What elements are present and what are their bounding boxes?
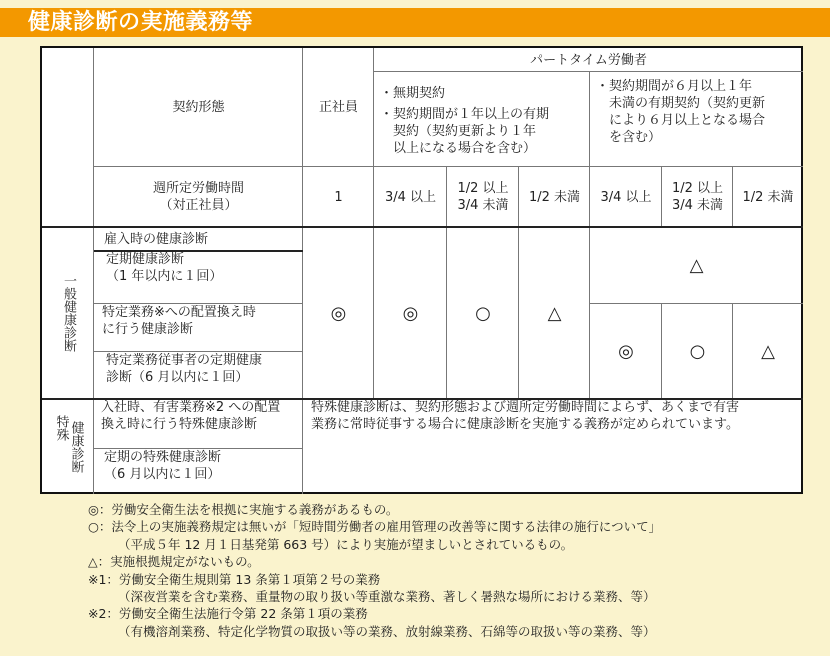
row-label: 特定業務※への配置換え時: [102, 305, 256, 320]
special-description: [303, 399, 803, 494]
hours-col-text: 3/4 以上: [600, 189, 652, 205]
mark-b-34: [590, 304, 662, 399]
general-row-periodic: [94, 251, 303, 304]
divider: [94, 250, 303, 252]
row-label: 定期の特殊健康診断: [104, 450, 222, 465]
regular-hours-value: [303, 167, 374, 227]
contract-type-label: 契約形態: [172, 100, 225, 115]
general-row-specific-worker: [94, 352, 303, 399]
contract-type-header: [94, 48, 303, 167]
double-circle-icon: ◎: [618, 341, 634, 362]
general-row-reassignment: [94, 304, 303, 352]
divider: [93, 48, 94, 494]
special-row-hazard: [94, 399, 303, 449]
divider: [732, 167, 733, 227]
circle-icon: ○: [689, 341, 706, 362]
part-time-header: [374, 48, 803, 72]
divider: [661, 167, 662, 227]
weekly-hours-header: [94, 167, 303, 227]
mark-b-upper: [590, 227, 803, 304]
divider: [446, 167, 447, 399]
triangle-icon: △: [547, 302, 562, 324]
group-b-line: を含む）: [596, 130, 662, 145]
divider: [518, 167, 519, 399]
row-label: 換え時に行う特殊健康診断: [101, 417, 258, 432]
special-group-text: 特殊: [53, 415, 69, 441]
page-title: 健康診断の実施義務等: [28, 10, 254, 35]
group-b-line: 未満の有期契約（契約更新: [596, 96, 766, 111]
regular-employee-label: 正社員: [318, 100, 358, 115]
hours-col: [590, 167, 662, 227]
legend-notes: [88, 501, 661, 640]
note-footnote-2: ※2：労働安全衛生法施行令第 22 条第１項の業務: [88, 606, 368, 622]
row-label: （1 年以内に１回）: [106, 269, 223, 284]
hours-col: [374, 167, 447, 227]
hours-col: [519, 167, 590, 227]
note-circle-cont: （平成５年 12 月１日基発第 663 号）により実施が望ましいとされているもの。: [118, 536, 574, 552]
regular-employee-header: [303, 48, 374, 167]
row-label: に行う健康診断: [102, 322, 194, 337]
divider: [374, 71, 803, 72]
note-triangle: △：実施根拠規定がないもの。: [88, 554, 260, 570]
divider: [589, 72, 590, 399]
mark-a-lt12: [519, 227, 590, 399]
divider: [94, 351, 303, 352]
divider: [373, 48, 374, 399]
general-group-text: 一般健康診断: [61, 274, 76, 352]
special-group-label: [42, 399, 94, 494]
double-circle-icon: ◎: [330, 302, 347, 324]
row-label: （6 月以内に１回）: [104, 467, 221, 482]
hours-col: [447, 167, 519, 227]
divider: [42, 398, 803, 400]
hours-col-text: 1/2 以上: [457, 181, 509, 196]
circle-icon: ○: [475, 302, 491, 324]
hours-col-text: 1/2 未満: [528, 189, 581, 205]
mark-a-34: [374, 227, 447, 399]
hours-col: [733, 167, 803, 227]
row-label: 特定業務従事者の定期健康: [106, 353, 263, 368]
double-circle-icon: ◎: [402, 302, 419, 324]
weekly-hours-label: 週所定労働時間: [152, 181, 244, 196]
weekly-hours-sublabel: （対正社員）: [159, 198, 238, 213]
divider: [661, 304, 662, 399]
mark-b-lt12: [733, 304, 803, 399]
divider: [94, 448, 303, 449]
group-b-line: により６月以上となる場合: [596, 113, 766, 128]
divider: [42, 226, 803, 228]
divider: [732, 304, 733, 399]
general-group-label: [42, 227, 94, 399]
group-b-line: ・契約期間が６月以上１年: [596, 79, 753, 94]
divider: [94, 166, 803, 167]
note-circle: ○：法令上の実施義務規定は無いが「短時間労働者の雇用管理の改善等に関する法律の施行について」: [88, 519, 662, 535]
row-label: 診断（6 月以内に１回）: [106, 370, 249, 385]
note-double-circle: ◎：労働安全衛生法を根拠に実施する義務があるもの。: [88, 502, 399, 517]
contract-group-b: [590, 72, 803, 167]
group-a-line: ・無期契約: [380, 85, 446, 101]
hours-col-text: 1/2 未満: [742, 189, 794, 205]
contract-group-a: [374, 72, 590, 167]
divider: [590, 303, 803, 304]
group-a-line: 契約（契約更新より１年: [380, 123, 537, 139]
mark-regular: [303, 227, 374, 399]
health-check-table: [40, 46, 803, 494]
regular-hours-text: 1: [334, 189, 343, 205]
row-label: 入社時、有害業務※2 への配置: [101, 400, 281, 415]
group-a-line: 以上になる場合を含む）: [380, 140, 537, 156]
hours-col: [662, 167, 733, 227]
triangle-icon: △: [761, 341, 775, 362]
divider: [94, 303, 303, 304]
description-text: 特殊健康診断は、契約形態および週所定労働時間によらず、あくまで有害: [311, 400, 739, 415]
note-footnote-2-cont: （有機溶剤業務、特定化学物質の取扱い等の業務、放射線業務、石綿等の取扱い等の業務、等）: [118, 623, 656, 639]
row-label: 雇入時の健康診断: [104, 231, 209, 247]
hours-col-text: 3/4 未満: [457, 198, 509, 213]
special-group-text: 健康診断: [68, 420, 84, 473]
part-time-label: パートタイム労働者: [530, 52, 647, 68]
group-a-line: ・契約期間が１年以上の有期: [380, 106, 550, 122]
hours-col-text: 3/4 未満: [671, 198, 724, 213]
note-footnote-1: ※1：労働安全衛生規則第 13 条第１項第２号の業務: [88, 571, 381, 587]
hours-col-text: 3/4 以上: [384, 189, 437, 205]
mark-b-12-34: [662, 304, 733, 399]
row-label: 定期健康診断: [106, 252, 185, 267]
note-footnote-1-cont: （深夜営業を含む業務、重量物の取り扱い等重激な業務、著しく暑熱な場所における業務、等）: [118, 589, 656, 605]
title-bar: [0, 8, 830, 37]
special-row-periodic: [94, 449, 303, 494]
triangle-icon: △: [689, 255, 704, 276]
divider: [302, 48, 303, 494]
mark-a-12-34: [447, 227, 519, 399]
general-row-hiring: [94, 227, 303, 251]
description-text: 業務に常時従事する場合に健康診断を実施する義務が定められています。: [311, 417, 739, 432]
hours-col-text: 1/2 以上: [671, 181, 724, 196]
